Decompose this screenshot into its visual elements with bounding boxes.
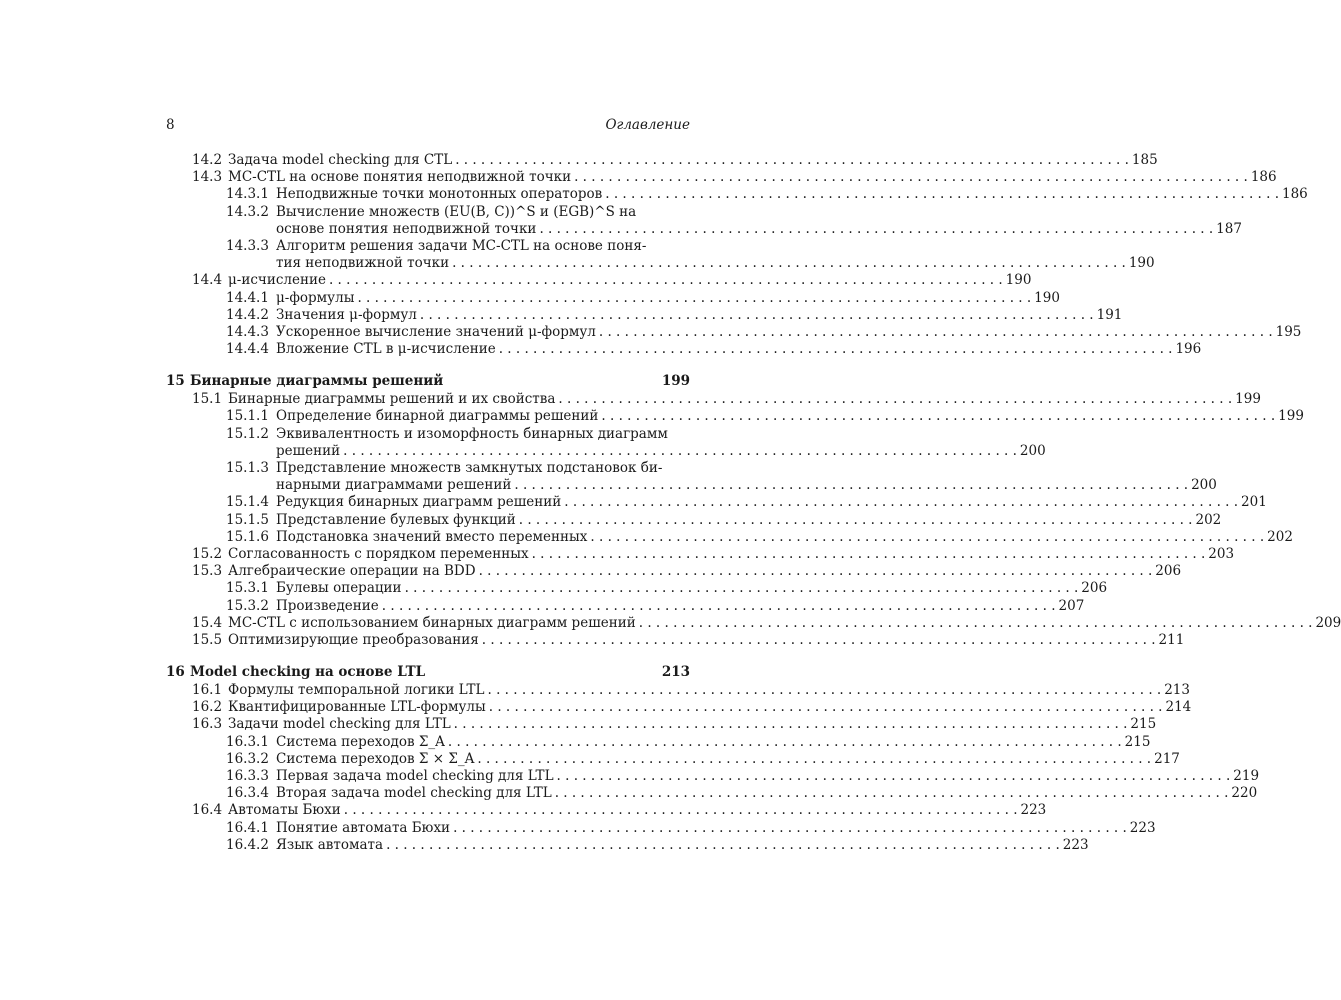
toc-entry[interactable]: 14.3 MC-CTL на основе понятия неподвижной точки . . . 186 <box>166 169 690 186</box>
toc-entry[interactable]: 14.4.3 Ускоренное вычисление значений μ-формул . . . 195 <box>166 324 690 341</box>
toc-entry[interactable]: 15.3 Алгебраические операции на BDD . . . 206 <box>166 563 690 580</box>
toc-entry[interactable]: 16.2 Квантифицированные LTL-формулы . . . 214 <box>166 699 690 716</box>
toc-entry[interactable]: 15.4 MC-CTL с использованием бинарных диаграмм решений . . . 209 <box>166 615 690 632</box>
toc-entry[interactable]: 16.3.2 Система переходов Σ × Σ_A . . . 217 <box>166 751 690 768</box>
toc-entry[interactable]: 15.1.1 Определение бинарной диаграммы решений . . . 199 <box>166 408 690 425</box>
toc-entry-continuation[interactable]: основе понятия неподвижной точки . . . 187 <box>166 221 690 238</box>
toc-entry[interactable]: 15.1.2 Эквивалентность и изоморфность бинарных диаграмм <box>226 425 668 442</box>
toc-entry-continuation[interactable]: тия неподвижной точки . . . 190 <box>166 255 690 272</box>
toc-entry[interactable]: 16.3.3 Первая задача model checking для LTL . . . 219 <box>166 768 690 785</box>
toc-entry[interactable]: 14.2 Задача model checking для CTL . . . 185 <box>166 152 690 169</box>
toc-entry[interactable]: 14.4.2 Значения μ-формул . . . 191 <box>166 307 690 324</box>
toc-entry[interactable]: 16.4.1 Понятие автомата Бюхи . . . 223 <box>166 820 690 837</box>
toc-entry[interactable]: 15.1.5 Представление булевых функций . . . 202 <box>166 512 690 529</box>
toc-entry[interactable]: 15.3.1 Булевы операции . . . 206 <box>166 580 690 597</box>
toc-entry[interactable]: 14.3.2 Вычисление множеств (EU(B, C))^S и (EGB)^S на <box>226 203 637 220</box>
toc-entry[interactable]: 16.4 Автоматы Бюхи . . . 223 <box>166 802 690 819</box>
toc-entry[interactable]: 15.1.6 Подстановка значений вместо переменных . . . 202 <box>166 529 690 546</box>
toc-entry[interactable]: 16.3 Задачи model checking для LTL . . . 215 <box>166 716 690 733</box>
toc-entry-continuation[interactable]: нарными диаграммами решений . . . 200 <box>166 477 690 494</box>
toc-entry[interactable]: 16.1 Формулы темпоральной логики LTL . . . 213 <box>166 682 690 699</box>
toc-entry[interactable]: 15.3.2 Произведение . . . 207 <box>166 598 690 615</box>
toc-chapter[interactable]: 15 Бинарные диаграммы решений 199 <box>166 373 690 390</box>
toc-entry[interactable]: 14.3.3 Алгоритм решения задачи MC-CTL на основе поня- <box>226 237 647 254</box>
toc-entry-continuation[interactable]: решений . . . 200 <box>166 443 690 460</box>
toc-entry[interactable]: 15.1.3 Представление множеств замкнутых подстановок би- <box>226 460 663 476</box>
toc-chapter[interactable]: 16 Model checking на основе LTL 213 <box>166 664 690 681</box>
toc-entry[interactable]: 16.3.4 Вторая задача model checking для LTL . . . 220 <box>166 785 690 802</box>
toc-entry[interactable]: 15.1.4 Редукция бинарных диаграмм решений . . . 201 <box>166 494 690 511</box>
toc-entry[interactable]: 14.4.1 μ-формулы . . . 190 <box>166 290 690 307</box>
toc-entry[interactable]: 14.4.4 Вложение CTL в μ-исчисление . . . 196 <box>166 341 690 358</box>
toc-entry[interactable]: 15.5 Оптимизирующие преобразования . . . 211 <box>166 632 690 649</box>
toc-entry[interactable]: 14.3.1 Неподвижные точки монотонных операторов . . . 186 <box>166 186 690 203</box>
page-number: 8 <box>166 117 175 133</box>
table-of-contents <box>166 152 1341 854</box>
toc-entry[interactable]: 14.4 μ-исчисление . . . 190 <box>166 272 690 289</box>
toc-entry[interactable]: 16.4.2 Язык автомата . . . 223 <box>166 837 690 854</box>
toc-entry[interactable]: 15.1 Бинарные диаграммы решений и их свойства . . . 199 <box>166 391 690 408</box>
toc-entry[interactable]: 16.3.1 Система переходов Σ_A . . . 215 <box>166 734 690 751</box>
toc-entry[interactable]: 15.2 Согласованность с порядком переменных . . . 203 <box>166 546 690 563</box>
running-title: Оглавление <box>605 117 690 133</box>
